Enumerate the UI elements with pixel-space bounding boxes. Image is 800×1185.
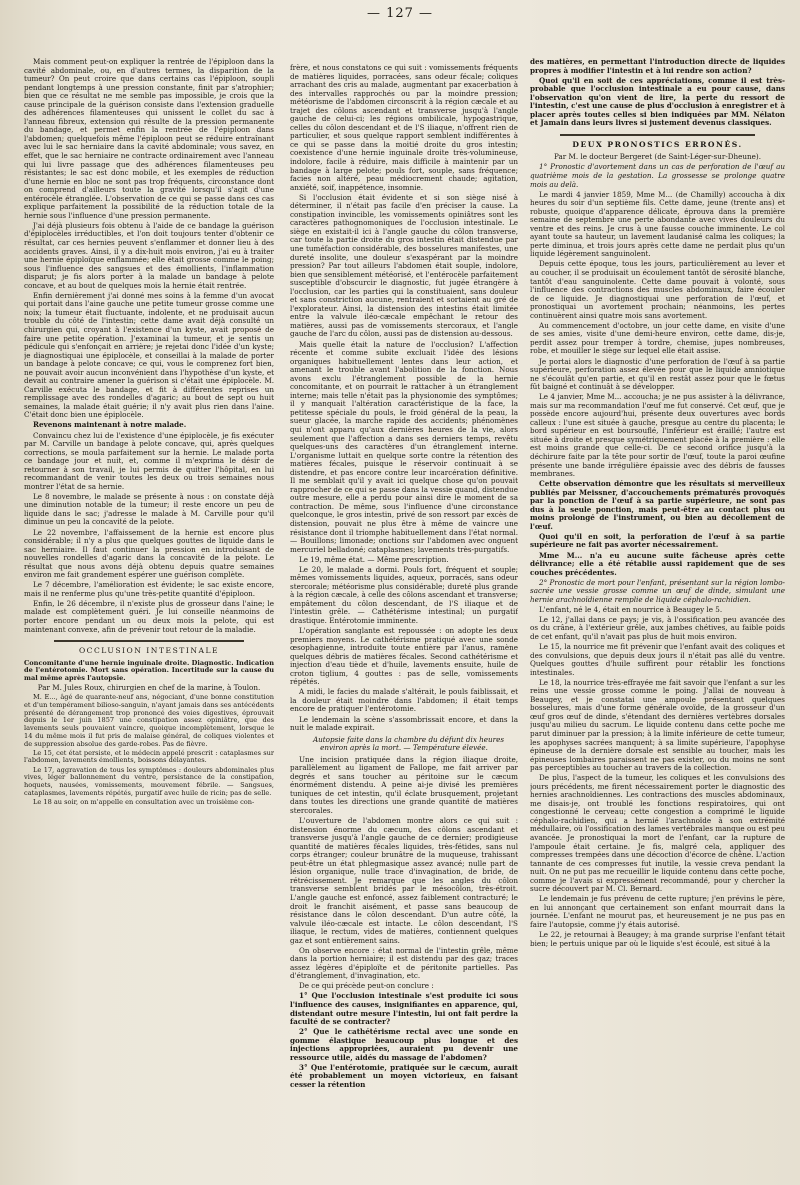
- paragraph: De ce qui précède peut-on conclure :: [299, 981, 434, 991]
- column-middle: [290, 64, 518, 1184]
- paragraph: Le 7 décembre, l'amélioration est évidente; le sac existe encore, mais il ne renferme plus qu'une très-petite quantité d'épiploon.: [24, 580, 274, 598]
- paragraph: Le lendemain la scène s'assombrissait encore, et dans la nuit le malade expirait.: [290, 714, 518, 733]
- section-heading: DEUX PRONOSTICS ERRONÉS.: [572, 139, 743, 149]
- paragraph: Quoi qu'il en soit, la perforation de l'œuf à sa partie supérieure ne fait pas avorter nécessairement.: [530, 531, 785, 550]
- paragraph: Le 4 janvier, Mme M... accoucha; je ne pus assister à la délivrance, mais sur ma recommandation l'œuf me fut conservé. Cet œuf, que je possède encore aujourd'hui, présente deux ouvertures avec bords calleux : l'une est située à gauche, presque au centre du placenta; le bord supérieur en est boursouflé, l'inférieur est éraillé; l'autre est située à droite et presque symétriquement placée à la première : elle est moins grande que celle-ci. De ce second orifice jusqu'à la déchirure faite par la tête pour sortir de l'œuf, toute la paroi œufine présente une bande irrégulière épaissie avec des débris de fausses membranes.: [530, 392, 785, 479]
- paragraph: Le 12, j'allai dans ce pays; je vis, à l'ossification peu avancée des os du crâne, à l'extérieur grêle, aux jambes chétives, au faible poids de cet enfant, qu'il n'avait pas plus de huit mois environ.: [530, 614, 785, 641]
- paragraph: L'enfant, né le 4, était en nourrice à Beaugey le 5.: [539, 604, 723, 614]
- autopsy-heading: Autopsie faite dans la chambre du défunt dix heures environ après la mort. — Température élevée.: [312, 734, 505, 753]
- paragraph: Revenons maintenant à notre malade.: [33, 420, 187, 430]
- section-divider: [560, 134, 755, 136]
- paragraph: Le 8 novembre, le malade se présente à nous : on constate déjà une diminution notable de la tumeur; il reste encore un peu de liquide dans le sac; j'adresse le malade à M. Carville pour qu'il diminue un peu la concavité de la pelote.: [24, 491, 274, 527]
- paragraph: De plus, l'aspect de la tumeur, les coliques et les convulsions des jours précédents, me firent nécessairement porter le diagnostic des hernies arachnoïdiennes. Les contractions des muscles abdominaux, me disais-je, ont troublé les fonctions respiratoires, qui ont congestionné le cerveau; cette congestion a comprimé le liquide céphalo-rachidien, qui a hernié l'arachnoïde à son extrémité médullaire, où l'ossification des lames vertébrales manque ou est peu avancée. Je pronostiquai la mort de l'enfant, car la rupture de l'ampoule était certaine. Je fis, malgré cela, appliquer des compresses trempées dans une décoction d'écorce de chêne. L'action tannante de ces compresses fut inutile, la vessie creva pendant la nuit. On ne put pas me recueillir le liquide contenu dans cette poche, comme je l'avais si expressément recommandé, pour y chercher la sucre découvert par M. Cl. Bernard.: [530, 773, 785, 894]
- paragraph: Depuis cette époque, tous les jours, particulièrement au lever et au coucher, il se produisait un écoulement tantôt de sérosité blanche, tantôt d'eau sanguinolente. Cette dame pouvait à volonté, sous l'influence des contractions des muscles abdominaux, faire écouler de ce liquide. Je diagnostiquai une perforation de l'œuf, et pronostiquai un avortement prochain; néanmoins, les pertes continuèrent ainsi quatre mois sans avortement.: [530, 259, 785, 320]
- paragraph: Le mardi 4 janvier 1859, Mme M... (de Chamilly) accoucha à dix heures du soir d'un septième fils. Cette dame, jeune (trente ans) et robuste, quoique d'apparence délicate, éprouva dans la première semaine de septembre une perte abondante avec vives douleurs du ventre et des reins. Je crus à une fausse couche imminente. Le col ayant toute sa hauteur, un lavement laudanisé calma les coliques; la perte diminua, et trois jours après cette dame ne perdait plus qu'un liquide légèrement sanguinolent.: [530, 189, 785, 259]
- paragraph: Convaincu chez lui de l'existence d'une épiplocèle, je fis exécuter par M. Carville un bandage à pelote concave, qui, après quelques corrections, se moula parfaitement sur la hernie. Le malade porta ce bandage jour et nuit, et, comme il m'exprima le désir de retourner à son travail, je lui permis de quitter l'hôpital, en lui recommandant de venir toutes les deux ou trois semaines nous montrer l'état de sa hernie.: [24, 430, 274, 491]
- paragraph: Enfin, le 26 décembre, il n'existe plus de grosseur dans l'aine; le malade est complètement guéri. Je lui conseille néanmoins de porter encore pendant un ou deux mois la pelote, qui est maintenant convexe, afin de prévenir tout retour de la maladie.: [24, 598, 274, 634]
- paragraph: Le 15, cet état persiste, et le médecin appelé prescrit : cataplasmes sur l'abdomen, lavements émollients, boissons délayantes.: [24, 748, 274, 765]
- conclusion-item: 3° Que l'entérotomie, pratiquée sur le cæcum, aurait été probablement un moyen victorieux, en faisant cesser la rétention: [290, 1062, 518, 1089]
- paragraph: On observe encore : état normal de l'intestin grêle, même dans la portion herniaire; il est distendu par des gaz; traces assez légères d'épiploïte et de péritonite partielles. Pas d'étranglement, d'invagination, etc.: [290, 945, 518, 981]
- paragraph: Le 18 au soir, on m'appelle en consultation avec un troisième con-: [33, 797, 255, 806]
- paragraph: L'opération sanglante est repoussée : on adopte les deux premiers moyens. Le cathétérisme pratiqué avec une sonde œsophagienne, introduite toute entière par l'anus, ramène quelques débris de matières fécales. Second cathétérisme et injection d'eau tiède et d'huile, lavements ensuite, huile de croton tiglium, 4 gouttes : pas de selle, vomissements répétés.: [290, 626, 518, 687]
- paragraph: J'ai déjà plusieurs fois obtenu à l'aide de ce bandage la guérison d'épiplocèles irréductibles, et l'on doit toujours tenter d'obtenir ce résultat, car ces hernies peuvent s'enflammer et donner lieu à des accidents graves. Ainsi, il y a dix-huit mois environ, j'ai eu à traiter une hernie épiploïque enflammée; elle était grosse comme le poing; sous l'influence des sangsues et des émollients, l'inflammation disparut; je fis alors porter à la malade un bandage à pelote concave, et au bout de quelques mois la hernie était rentrée.: [24, 220, 274, 290]
- paragraph: Je portai alors le diagnostic d'une perforation de l'œuf à sa partie supérieure, perforation assez élevée pour que le liquide amniotique ne s'écoulât qu'en partie, et qu'il en restât assez pour que le fœtus fût baigné et continuât à se développer.: [530, 356, 785, 392]
- paragraph: Mme M... n'a eu aucune suite fâcheuse après cette délivrance; elle a été rétablie aussi rapidement que de ses couches précédentes.: [530, 550, 785, 577]
- paragraph: Au commencement d'octobre, un jour cette dame, en visite d'une de ses amies, visite d'une demi-heure environ, cette dame, dis-je, perdit assez pour tremper à tordre, chemise, jupes nombreuses, robe, et mouiller le siège sur lequel elle était assise.: [530, 320, 785, 356]
- paragraph: Mais quelle était la nature de l'occlusion? L'affection récente et comme subite excluait l'idée des lésions organiques habituellement lentes dans leur action, et amenant le trouble avant l'abolition de la fonction. Nous avons exclu l'étranglement possible de la hernie concomitante, et on pourrait le rattacher à un étranglement interne; mais telle n'était pas la physionomie des symptômes; il y manquait l'altération caractéristique de la face, la petitesse spéciale du pouls, le froid général de la peau, la sueur glacée, la marche rapide des accidents; phénomènes qui n'ont apparu qu'aux dernières heures de la vie, alors seulement que l'affection a dans ses derniers temps, revêtu quelques-uns des caractères d'un étranglement interne. L'organisme luttait en quelque sorte contre la rétention des matières fécales, puisque le réservoir continuait à se distendre, et pas encore contre leur incarcération définitive. Il me semblait qu'il y avait ici quelque chose qu'on pouvait rapprocher de ce qui se passe dans la vessie quand, distendue outre mesure, elle a perdu pour ainsi dire le moment de sa contraction. De même, sous l'influence d'une circonstance quelconque, le gros intestin, privé de son ressort par excès de distension, pouvait ne plus être à même de vaincre une résistance dont il triomphe habituellement dans l'état normal. — Bouillons; limonade; onctions sur l'abdomen avec onguent mercuriel belladoné; cataplasmes; lavements très-purgatifs.: [290, 339, 518, 554]
- byline: Par M. le docteur Bergeret (de Saint-Léger-sur-Dheune).: [554, 152, 761, 162]
- column-left: [24, 58, 274, 1178]
- page-number: — 127 —: [366, 6, 434, 21]
- section-subtitle: Concomitante d'une hernie inguinale droite. Diagnostic. Indication de l'entérotomie. Mort sans opération. Incertitude sur la cause du mal même après l'autopsie.: [24, 658, 274, 683]
- section-heading: OCCLUSION INTESTINALE: [78, 646, 220, 656]
- conclusion-item: 2° Que le cathétérisme rectal avec une sonde en gomme élastique beaucoup plus longue et des injections appropriées, auraient pu devenir une ressource utile, aidés du massage de l'abdomen?: [290, 1027, 518, 1062]
- paragraph: L'ouverture de l'abdomen montre alors ce qui suit : distension énorme du cæcum, des côlons ascendant et transverse jusqu'à l'angle gauche de ce dernier; prodigieuse quantité de matières fécales liquides, très-fétides, sans nul corps étranger; couleur brunâtre de la muqueuse, trahissant peut-être un état phlegmasique assez avancé; nulle part de lésion organique, nulle trace d'invagination, de bride, de rétrécissement. Je remarque que les angles du côlon transverse semblent bridés par le mésocôlon, très-étroit. L'angle gauche est enfoncé, assez faiblement contracturé; le droit le franchit aisément, et passe sans beaucoup de résistance dans le côlon descendant. D'un autre côté, la valvule iléo-cæcale est intacte. Le côlon descendant, l'S iliaque, le rectum, vides de matières, contiennent quelques gaz et sont entièrement sains.: [290, 816, 518, 945]
- byline: Par M. Jules Roux, chirurgien en chef de la marine, à Toulon.: [37, 683, 261, 693]
- case-heading: 2° Pronostic de mort pour l'enfant, présentant sur la région lombo-sacrée une vessie grosse comme un œuf de dinde, simulant une hernie arachnoïdienne remplie de liquide céphalo-rachidien.: [530, 577, 785, 604]
- paragraph: A midi, le facies du malade s'altérait, le pouls faiblissait, et la douleur était moindre dans l'abdomen; il était temps encore de pratiquer l'entérotomie.: [290, 687, 518, 714]
- paragraph: Le 22, je retournai à Beaugey; à ma grande surprise l'enfant tétait bien; le pertuis unique par où le liquide s'est écoulé, est situé à la: [530, 930, 785, 948]
- paragraph: frère, et nous constatons ce qui suit : vomissements fréquents de matières liquides, porracées, sans odeur fécale; coliques arrachant des cris au malade, augmentant par exacerbation à des intervalles rapprochés ou par la moindre pression; météorisme de l'abdomen circonscrit à la région cæcale et au trajet des côlons ascendant et transverse jusqu'à l'angle gauche de celui-ci; les régions ombilicale, hypogastrique, celles du côlon descendant et de l'S iliaque, n'offrent rien de particulier, et sous quelque rapport semblent indifférentes à ce qui se passe dans la moitié droite du gros intestin; coexistence d'une hernie inguinale droite très-volumineuse, indolore, facile à réduire, mais difficile à maintenir par un bandage à large pelote; pouls fort, souple, sans fréquence; facies non altéré, peau médiocrement chaude; agitation, anxiété, soif, inappétence, insomnie.: [290, 64, 518, 192]
- section-divider: [54, 640, 244, 642]
- conclusion-item: 1° Que l'occlusion intestinale s'est produite ici sous l'influence des causes, insignifiantes en apparence, qui, distendant outre mesure l'intestin, lui ont fait perdre la faculté de se contracter?: [290, 991, 518, 1027]
- paragraph: Mais comment peut-on expliquer la rentrée de l'épiploon dans la cavité abdominale, ou, en d'autres termes, la disparition de la tumeur? On peut croire que dans certains cas l'épiploon, soupli pendant longtemps à une pression constante, finit par s'atrophier; bien que ce résultat ne me semble pas impossible, je crois que la cause principale de la guérison consiste dans l'extension graduelle des adhérences filamenteuses qui unissent le collet du sac à l'anneau fibreux, extension qui résulte de la pression permanente du bandage, et permet enfin la rentrée de l'épiploon dans l'abdomen; quelquefois même l'épiploon peut se réduire entraînant avec lui le sac herniaire dans la cavité abdominale; vous savez, en effet, que le sac herniaire ne contracte ordinairement avec l'anneau qui lui livre passage que des adhérences filamenteuses peu résistantes; le sac est donc mobile, et les exemples de réduction d'une hernie en bloc ne sont pas trop fréquents, circonstance dont on comprend d'ailleurs toute la gravité lorsqu'il s'agit d'une entérocèle étranglée. L'observation de ce qui se passe dans ces cas explique parfaitement la possibilité de la réduction totale de la hernie sous l'influence d'une pression permanente.: [24, 58, 274, 220]
- paragraph: Enfin dernièrement j'ai donné mes soins à la femme d'un avocat qui portait dans l'aine gauche une petite tumeur grosse comme une noix; la tumeur était fluctuante, indolente, et ne produisait aucun trouble du côté de l'intestin; cette dame avait déjà consulté un chirurgien qui, croyant à l'existence d'un kyste, avait proposé de faire une petite opération. J'examinai la tumeur, et je sentis un pédicule qui s'enfonçait en arrière; je rejetai donc l'idée d'un kyste; je diagnostiquai une épiplocèle, et conseillai à la malade de porter un bandage à pelote concave; ce qui, vous le comprenez fort bien, ne pouvait avoir aucun inconvénient dans l'hypothèse d'un kyste, et devait au contraire amener la guérison si c'était une épiplocèle. M. Carville exécuta le bandage, et fit à différentes reprises un remplissage avec des rondelles d'agaric; au bout de sept ou huit semaines, la malade était guérie; il n'y avait plus rien dans l'aine. C'était donc bien une épiplocèle.: [24, 290, 274, 420]
- paragraph: des matières, en permettant l'introduction directe de liquides propres à modifier l'intestin et à lui rendre son action?: [530, 58, 785, 75]
- paragraph: Si l'occlusion était évidente et si son siège nisé à déterminer, il n'était pas facile d'en préciser la cause. La constipation invincible, les vomissements opiniâtres sont les caractères pathognomoniques de l'occlusion intestinale. Le siège en existait-il ici à l'angle gauche du côlon transverse, car toute la partie droite du gros intestin était distendue par une tuméfaction considérable, des bosselures manifestes, une dureté insolite, une douleur s'exaspérant par la moindre pression? Par tout ailleurs l'abdomen était souple, indolore, bien que sensiblement météorisé, et l'entérocèle parfaitement susceptible d'obscurcir le diagnostic, fut jugée étrangère à l'occlusion, car les parties qui la constituaient, sans douleur et sans constriction aucune, rentraient et sortaient au gré de l'explorateur. Ainsi, la distension des intestins était limitée entre la valvule iléo-cæcale empêchant le retour des matières, aussi pas de vomissements stercoraux, et l'angle gauche de l'arc du côlon, aussi pas de distension au-dessous.: [290, 192, 518, 339]
- paragraph: Quoi qu'il en soit de ces appréciations, comme il est très-probable que l'occlusion intestinale a eu pour cause, dans l'observation qu'on vient de lire, la perte du ressort de l'intestin, c'est une cause de plus d'occlusion à enregistrer et à placer après toutes celles si bien indiquées par MM. Nélaton et Jamain dans leurs livres si justement devenus classiques.: [530, 75, 785, 128]
- paragraph: Le lendemain je fus prévenu de cette rupture; j'en prévins le père, en lui annonçant que certainement son enfant mourrait dans la journée. L'enfant ne mourut pas, et heureusement je ne pus pas en faire l'autopsie, comme j'y étais autorisé.: [530, 894, 785, 929]
- case-heading: 1° Pronostic d'avortement dans un cas de perforation de l'œuf au quatrième mois de la gestation. La grossesse se prolonge quatre mois au delà.: [530, 162, 785, 189]
- paragraph: Une incision pratiquée dans la région iliaque droite, parallèlement au ligament de Fallope, me fait arriver par degrés et sans toucher au péritoine sur le cæcum énormément distendu. A peine ai-je divisé les premières tuniques de cet intestin, qu'il éclate brusquement, projetant dans toutes les directions une grande quantité de matières stercorales.: [290, 754, 518, 815]
- paragraph: M. E..., âgé de quarante-neuf ans, négociant, d'une bonne constitution et d'un tempérament bilioso-sanguin, n'ayant jamais dans ses antécédents présenté de dérangement trop prononcé des voies digestives, éprouvait depuis le 1er juin 1857 une constipation assez opiniâtre, que des lavements seuls pouvaient vaincre, quoique incomplètement, lorsque le 14 du même mois il fut pris de malaise général, de coliques violentes et de suppression absolue des garde-robes. Pas de fièvre.: [24, 693, 274, 748]
- paragraph: Le 18, la nourrice très-effrayée me fait savoir que l'enfant a sur les reins une vessie grosse comme le poing. J'allai de nouveau à Beaugey, et je constatai une ampoule présentant quelques bosselures, mais d'une forme générale ovoïde, de la grosseur d'un œuf gros œuf de dinde, s'étendant des dernières vertèbres dorsales jusqu'au milieu du sacrum. Le liquide contenu dans cette poche me parut diminuer par la pression; à la limite inférieure de cette tumeur, les apophyses sacrées manquent; à sa limite supérieure, l'apophyse épineuse de la dernière dorsale est sensible au toucher, mais les épineuses lombaires paraissent ne pas exister, ou du moins ne sont pas perceptibles au toucher au travers de la collection.: [530, 677, 785, 773]
- paragraph: Le 15, la nourrice me fit prévenir que l'enfant avait des coliques et des convulsions, que depuis deux jours il n'était pas allé du ventre. Quelques gouttes d'huile suffirent pour rétablir les fonctions intestinales.: [530, 642, 785, 677]
- paragraph: Le 20, le malade a dormi. Pouls fort, fréquent et souple; mêmes vomissements liquides, aqueux, porracés, sans odeur stercorale; météorisme plus considérable; dureté plus grande à la région cæcale, à celle des côlons ascendant et transverse; empâtement du côlon descendant, de l'S iliaque et de l'intestin grêle. — Cathétérisme intestinal; un purgatif drastique. Entérotomie imminente.: [290, 564, 518, 625]
- paragraph: Le 17, aggravation de tous les symptômes : douleurs abdominales plus vives, léger ballonnement du ventre, persistance de la constipation, hoquets, nausées, vomissements, mouvement fébrile. — Sangsues, cataplasmes, lavements répétés, purgatif avec huile de ricin; pas de selle.: [24, 765, 274, 797]
- paragraph: Le 19, même état. — Même prescription.: [299, 554, 449, 564]
- column-right: [530, 58, 785, 1178]
- paragraph: Le 22 novembre, l'affaissement de la hernie est encore plus considérable; il n'y a plus que quelques gouttes de liquide dans le sac herniaire. Il faut continuer la pression en introduisant de nouvelles rondelles d'agaric dans la concavité de la pelote. Le résultat que nous avons déjà obtenu depuis quatre semaines environ me fait grandement espérer une guérison complète.: [24, 527, 274, 580]
- paragraph: Cette observation démontre que les résultats si merveilleux publiés par Meissner, d'accouchements prématurés provoqués par la ponction de l'œuf à sa partie supérieure, ne sont pas dus à la seule ponction, mais peut-être au contact plus ou moins prolongé de l'instrument, ou bien au décollement de l'œuf.: [530, 479, 785, 531]
